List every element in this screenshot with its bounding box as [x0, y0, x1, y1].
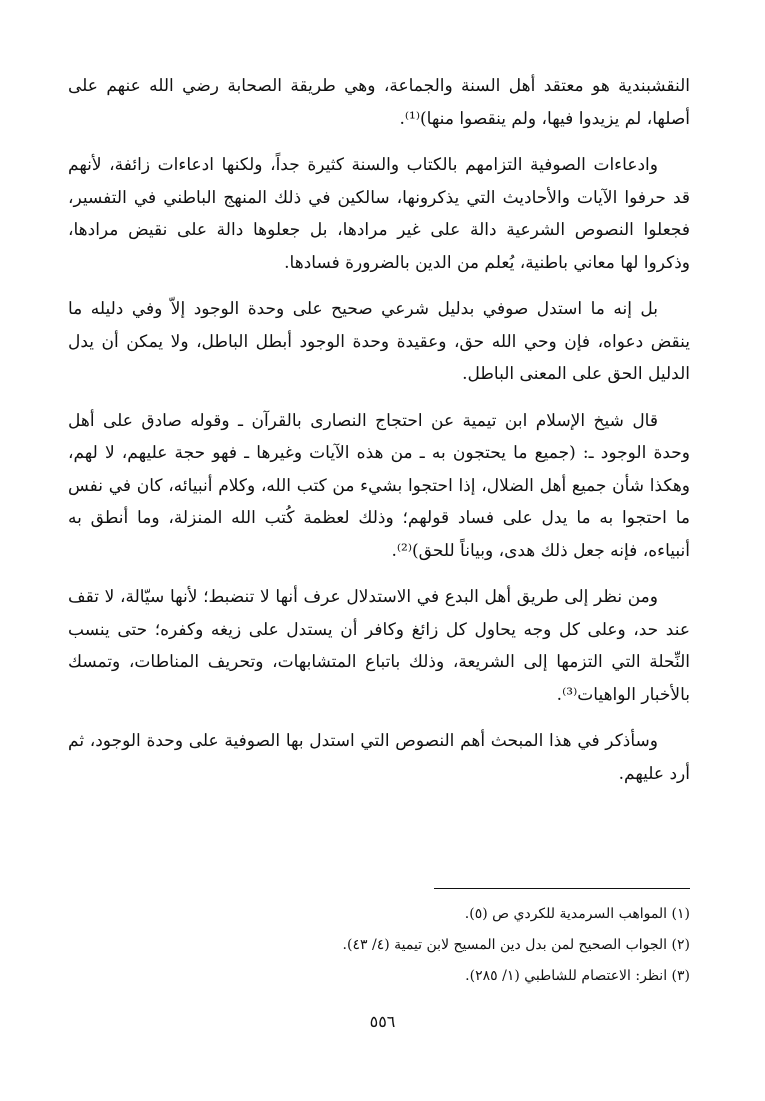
main-text [68, 70, 690, 804]
paragraph-3: بل إنه ما استدل صوفي بدليل شرعي صحيح على وحدة الوجود إلاّ وفي دليله ما ينقض دعواه، فإن وحي الله حق، وعقيدة وحدة الوجود أبطل الباطل، ولا يمكن أن يدل الدليل الحق على المعنى الباطل. [68, 299, 690, 384]
paragraph-2: وادعاءات الصوفية التزامهم بالكتاب والسنة كثيرة جداً، ولكنها ادعاءات زائفة، لأنهم قد حرفوا الآيات والأحاديث التي يذكرونها، سالكين في ذلك المنهج الباطني في التفسير، فجعلوا النصوص الشرعية دالة على غير مرادها، بل جعلوها دالة على نقيض مرادها، وذكروا لها معاني باطنية، يُعلم من الدين بالضرورة فسادها. [68, 155, 690, 273]
paragraph-4: قال شيخ الإسلام ابن تيمية عن احتجاج النصارى بالقرآن ـ وقوله صادق على أهل وحدة الوجود ـ: (جميع ما يحتجون به ـ من هذه الآيات وغيرها ـ فهو حجة عليهم، لا لهم، وهكذا شأن جميع أهل الضلال، إذا احتجوا بشيء من كتب الله، وكلام أنبيائه، كان في نفس ما احتجوا به ما يدل على فساد قولهم؛ وذلك لعظمة كُتب الله المنزلة، وما أنطق به أنبياءه، فإنه جعل ذلك هدى، وبياناً للحق)⁽²⁾. [68, 410, 690, 561]
paragraph-5: ومن نظر إلى طريق أهل البدع في الاستدلال عرف أنها لا تنضبط؛ لأنها سيّالة، لا تقف عند حد، وعلى كل وجه يحاول كل زائغ وكافر أن يستدل على زيغه وكفره؛ حتى ينسب النِّحلة التي التزمها إلى الشريعة، وذلك باتباع المتشابهات، وتحريف المناطات، وتمسك بالأخبار الواهيات⁽³⁾. [68, 587, 690, 705]
footnote-divider [434, 888, 690, 889]
footnote-1: (١) المواهب السرمدية للكردي ص (٥). [464, 906, 690, 922]
footnote-2: (٢) الجواب الصحيح لمن بدل دين المسيح لابن تيمية (٤/ ٤٣). [342, 937, 690, 953]
page-number: ٥٥٦ [369, 1012, 396, 1031]
paragraph-6: وسأذكر في هذا المبحث أهم النصوص التي استدل بها الصوفية على وحدة الوجود، ثم أرد عليهم. [68, 731, 690, 784]
footnote-3: (٣) انظر: الاعتصام للشاطبي (١/ ٢٨٥). [465, 968, 690, 984]
paragraph-1: النقشبندية هو معتقد أهل السنة والجماعة، وهي طريقة الصحابة رضي الله عنهم على أصلها، لم يزيدوا فيها، ولم ينقصوا منها)⁽¹⁾. [68, 76, 690, 129]
footnotes [68, 899, 690, 992]
